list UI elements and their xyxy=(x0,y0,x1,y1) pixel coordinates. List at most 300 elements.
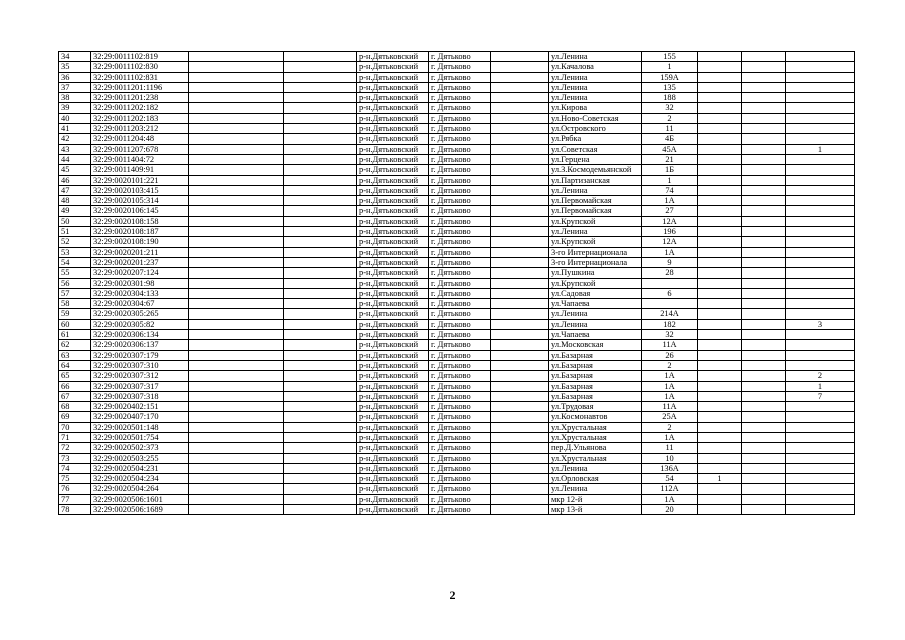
district-cell: р-н.Дятьковский xyxy=(357,237,429,247)
empty-cell xyxy=(491,93,549,103)
table-row xyxy=(59,227,855,237)
district-cell: р-н.Дятьковский xyxy=(357,484,429,494)
city-cell: г. Дятьково xyxy=(429,227,491,237)
city-cell: г. Дятьково xyxy=(429,196,491,206)
city-cell: г. Дятьково xyxy=(429,330,491,340)
empty-cell xyxy=(284,175,357,185)
city-cell: г. Дятьково xyxy=(429,288,491,298)
count-cell xyxy=(698,350,742,360)
empty-cell xyxy=(189,463,284,473)
empty-cell xyxy=(742,505,786,515)
street-cell: ул.Московская xyxy=(549,340,642,350)
table-row xyxy=(59,216,855,226)
row-number-cell: 42 xyxy=(59,134,91,144)
city-cell: г. Дятьково xyxy=(429,134,491,144)
count-cell xyxy=(698,278,742,288)
count-cell xyxy=(698,484,742,494)
empty-cell xyxy=(189,474,284,484)
house-number-cell: 11 xyxy=(642,443,698,453)
cadastral-number-cell: 32:29:0020503:255 xyxy=(91,453,189,463)
empty-cell xyxy=(742,165,786,175)
street-cell: 3-го Интернационала xyxy=(549,247,642,257)
empty-cell xyxy=(491,505,549,515)
district-cell: р-н.Дятьковский xyxy=(357,144,429,154)
table-row xyxy=(59,319,855,329)
house-number-cell: 12А xyxy=(642,237,698,247)
row-number-cell: 73 xyxy=(59,453,91,463)
city-cell: г. Дятьково xyxy=(429,340,491,350)
empty-cell xyxy=(284,52,357,62)
empty-cell xyxy=(189,247,284,257)
empty-cell xyxy=(491,175,549,185)
city-cell: г. Дятьково xyxy=(429,247,491,257)
street-cell: ул.Ново-Советская xyxy=(549,113,642,123)
empty-cell xyxy=(491,165,549,175)
street-cell: ул.Ленина xyxy=(549,72,642,82)
table-row xyxy=(59,474,855,484)
empty-cell xyxy=(742,62,786,72)
count-cell xyxy=(786,247,855,257)
count-cell xyxy=(786,494,855,504)
empty-cell xyxy=(284,360,357,370)
district-cell: р-н.Дятьковский xyxy=(357,309,429,319)
empty-cell xyxy=(742,340,786,350)
street-cell: ул.Качалова xyxy=(549,62,642,72)
empty-cell xyxy=(284,144,357,154)
row-number-cell: 44 xyxy=(59,154,91,164)
empty-cell xyxy=(284,134,357,144)
house-number-cell: 1 xyxy=(642,175,698,185)
table-row xyxy=(59,237,855,247)
district-cell: р-н.Дятьковский xyxy=(357,185,429,195)
empty-cell xyxy=(284,402,357,412)
cadastral-number-cell: 32:29:0020108:190 xyxy=(91,237,189,247)
house-number-cell: 11А xyxy=(642,340,698,350)
table-row xyxy=(59,175,855,185)
empty-cell xyxy=(284,474,357,484)
empty-cell xyxy=(284,484,357,494)
street-cell: ул.Крупской xyxy=(549,216,642,226)
count-cell xyxy=(786,443,855,453)
city-cell: г. Дятьково xyxy=(429,309,491,319)
table-row xyxy=(59,371,855,381)
count-cell xyxy=(786,463,855,473)
district-cell: р-н.Дятьковский xyxy=(357,134,429,144)
city-cell: г. Дятьково xyxy=(429,113,491,123)
empty-cell xyxy=(742,154,786,164)
empty-cell xyxy=(189,72,284,82)
row-number-cell: 36 xyxy=(59,72,91,82)
empty-cell xyxy=(491,350,549,360)
house-number-cell: 1А xyxy=(642,371,698,381)
count-cell xyxy=(698,144,742,154)
empty-cell xyxy=(284,72,357,82)
count-cell xyxy=(786,350,855,360)
street-cell: ул.Первомайская xyxy=(549,206,642,216)
cadastral-number-cell: 32:29:0020305:82 xyxy=(91,319,189,329)
empty-cell xyxy=(742,412,786,422)
empty-cell xyxy=(189,453,284,463)
row-number-cell: 61 xyxy=(59,330,91,340)
table-row xyxy=(59,299,855,309)
count-cell xyxy=(786,175,855,185)
count-cell xyxy=(786,185,855,195)
empty-cell xyxy=(742,474,786,484)
row-number-cell: 48 xyxy=(59,196,91,206)
street-cell: ул.Хрустальная xyxy=(549,453,642,463)
empty-cell xyxy=(491,443,549,453)
city-cell: г. Дятьково xyxy=(429,257,491,267)
cadastral-number-cell: 32:29:0011409:91 xyxy=(91,165,189,175)
empty-cell xyxy=(742,350,786,360)
street-cell: ул.Хрустальная xyxy=(549,432,642,442)
city-cell: г. Дятьково xyxy=(429,165,491,175)
empty-cell xyxy=(742,432,786,442)
empty-cell xyxy=(284,113,357,123)
district-cell: р-н.Дятьковский xyxy=(357,103,429,113)
row-number-cell: 57 xyxy=(59,288,91,298)
empty-cell xyxy=(742,299,786,309)
street-cell: ул.З.Космодемьянской xyxy=(549,165,642,175)
street-cell: ул.Крупской xyxy=(549,278,642,288)
city-cell: г. Дятьково xyxy=(429,484,491,494)
empty-cell xyxy=(189,52,284,62)
house-number-cell: 135 xyxy=(642,82,698,92)
empty-cell xyxy=(189,257,284,267)
cadastral-number-cell: 32:29:0011204:48 xyxy=(91,134,189,144)
empty-cell xyxy=(284,206,357,216)
house-number-cell: 12А xyxy=(642,216,698,226)
street-cell: ул.Базарная xyxy=(549,350,642,360)
count-cell xyxy=(786,299,855,309)
row-number-cell: 51 xyxy=(59,227,91,237)
cadastral-number-cell: 32:29:0011102:831 xyxy=(91,72,189,82)
row-number-cell: 47 xyxy=(59,185,91,195)
empty-cell xyxy=(189,381,284,391)
count-cell xyxy=(698,237,742,247)
empty-cell xyxy=(491,330,549,340)
count-cell xyxy=(786,330,855,340)
row-number-cell: 59 xyxy=(59,309,91,319)
row-number-cell: 34 xyxy=(59,52,91,62)
district-cell: р-н.Дятьковский xyxy=(357,52,429,62)
row-number-cell: 50 xyxy=(59,216,91,226)
empty-cell xyxy=(491,474,549,484)
city-cell: г. Дятьково xyxy=(429,371,491,381)
row-number-cell: 41 xyxy=(59,124,91,134)
empty-cell xyxy=(284,391,357,401)
empty-cell xyxy=(491,52,549,62)
house-number-cell: 11 xyxy=(642,124,698,134)
empty-cell xyxy=(284,257,357,267)
empty-cell xyxy=(742,422,786,432)
district-cell: р-н.Дятьковский xyxy=(357,257,429,267)
table-row xyxy=(59,432,855,442)
house-number-cell: 1А xyxy=(642,432,698,442)
empty-cell xyxy=(284,237,357,247)
street-cell: ул.Ленина xyxy=(549,463,642,473)
row-number-cell: 43 xyxy=(59,144,91,154)
district-cell: р-н.Дятьковский xyxy=(357,247,429,257)
count-cell xyxy=(786,309,855,319)
empty-cell xyxy=(491,185,549,195)
city-cell: г. Дятьково xyxy=(429,422,491,432)
city-cell: г. Дятьково xyxy=(429,237,491,247)
district-cell: р-н.Дятьковский xyxy=(357,443,429,453)
empty-cell xyxy=(284,412,357,422)
empty-cell xyxy=(491,268,549,278)
row-number-cell: 39 xyxy=(59,103,91,113)
house-number-cell: 4Б xyxy=(642,134,698,144)
empty-cell xyxy=(284,288,357,298)
count-cell xyxy=(698,412,742,422)
empty-cell xyxy=(189,422,284,432)
district-cell: р-н.Дятьковский xyxy=(357,299,429,309)
count-cell xyxy=(698,268,742,278)
cadastral-number-cell: 32:29:0020307:310 xyxy=(91,360,189,370)
empty-cell xyxy=(189,227,284,237)
count-cell: 2 xyxy=(786,371,855,381)
count-cell xyxy=(786,196,855,206)
count-cell: 1 xyxy=(786,381,855,391)
empty-cell xyxy=(284,82,357,92)
street-cell: ул.Ленина xyxy=(549,93,642,103)
house-number-cell: 28 xyxy=(642,268,698,278)
count-cell: 3 xyxy=(786,319,855,329)
empty-cell xyxy=(742,227,786,237)
empty-cell xyxy=(284,432,357,442)
street-cell: ул.Ленина xyxy=(549,52,642,62)
row-number-cell: 35 xyxy=(59,62,91,72)
row-number-cell: 58 xyxy=(59,299,91,309)
table-row xyxy=(59,505,855,515)
table-row xyxy=(59,381,855,391)
empty-cell xyxy=(742,52,786,62)
city-cell: г. Дятьково xyxy=(429,299,491,309)
city-cell: г. Дятьково xyxy=(429,154,491,164)
empty-cell xyxy=(742,196,786,206)
count-cell xyxy=(786,278,855,288)
table-row xyxy=(59,72,855,82)
empty-cell xyxy=(742,463,786,473)
count-cell xyxy=(786,154,855,164)
city-cell: г. Дятьково xyxy=(429,319,491,329)
row-number-cell: 77 xyxy=(59,494,91,504)
empty-cell xyxy=(284,278,357,288)
row-number-cell: 74 xyxy=(59,463,91,473)
count-cell xyxy=(786,453,855,463)
count-cell xyxy=(786,402,855,412)
empty-cell xyxy=(491,237,549,247)
empty-cell xyxy=(491,340,549,350)
house-number-cell: 26 xyxy=(642,350,698,360)
street-cell: ул.Ленина xyxy=(549,227,642,237)
house-number-cell: 20 xyxy=(642,505,698,515)
empty-cell xyxy=(742,93,786,103)
empty-cell xyxy=(742,360,786,370)
city-cell: г. Дятьково xyxy=(429,72,491,82)
table-row xyxy=(59,443,855,453)
table-row xyxy=(59,124,855,134)
count-cell xyxy=(786,257,855,267)
empty-cell xyxy=(189,237,284,247)
table-row xyxy=(59,52,855,62)
street-cell: ул.Орловская xyxy=(549,474,642,484)
empty-cell xyxy=(284,62,357,72)
house-number-cell: 9 xyxy=(642,257,698,267)
city-cell: г. Дятьково xyxy=(429,93,491,103)
count-cell xyxy=(698,257,742,267)
house-number-cell: 2 xyxy=(642,360,698,370)
empty-cell xyxy=(284,463,357,473)
district-cell: р-н.Дятьковский xyxy=(357,196,429,206)
count-cell xyxy=(698,72,742,82)
city-cell: г. Дятьково xyxy=(429,381,491,391)
count-cell xyxy=(698,381,742,391)
empty-cell xyxy=(742,330,786,340)
empty-cell xyxy=(491,124,549,134)
empty-cell xyxy=(189,443,284,453)
empty-cell xyxy=(189,309,284,319)
district-cell: р-н.Дятьковский xyxy=(357,206,429,216)
table-row xyxy=(59,134,855,144)
row-number-cell: 45 xyxy=(59,165,91,175)
table-row xyxy=(59,154,855,164)
row-number-cell: 76 xyxy=(59,484,91,494)
house-number-cell: 32 xyxy=(642,103,698,113)
empty-cell xyxy=(491,381,549,391)
house-number-cell: 74 xyxy=(642,185,698,195)
empty-cell xyxy=(189,154,284,164)
street-cell: ул.Герцена xyxy=(549,154,642,164)
street-cell: ул.Базарная xyxy=(549,371,642,381)
count-cell xyxy=(698,175,742,185)
house-number-cell: 1А xyxy=(642,247,698,257)
empty-cell xyxy=(189,62,284,72)
empty-cell xyxy=(284,247,357,257)
count-cell xyxy=(786,340,855,350)
empty-cell xyxy=(742,278,786,288)
count-cell xyxy=(698,154,742,164)
empty-cell xyxy=(189,144,284,154)
empty-cell xyxy=(284,165,357,175)
house-number-cell: 155 xyxy=(642,52,698,62)
count-cell xyxy=(698,227,742,237)
district-cell: р-н.Дятьковский xyxy=(357,360,429,370)
count-cell: 7 xyxy=(786,391,855,401)
empty-cell xyxy=(491,278,549,288)
empty-cell xyxy=(742,268,786,278)
empty-cell xyxy=(189,278,284,288)
empty-cell xyxy=(491,402,549,412)
empty-cell xyxy=(742,72,786,82)
empty-cell xyxy=(189,402,284,412)
cadastral-number-cell: 32:29:0020402:151 xyxy=(91,402,189,412)
row-number-cell: 72 xyxy=(59,443,91,453)
city-cell: г. Дятьково xyxy=(429,185,491,195)
empty-cell xyxy=(491,453,549,463)
count-cell xyxy=(786,360,855,370)
empty-cell xyxy=(742,237,786,247)
table-row xyxy=(59,165,855,175)
street-cell: ул.Базарная xyxy=(549,360,642,370)
city-cell: г. Дятьково xyxy=(429,62,491,72)
count-cell xyxy=(786,124,855,134)
table-row xyxy=(59,103,855,113)
cadastral-number-cell: 32:29:0020501:148 xyxy=(91,422,189,432)
city-cell: г. Дятьково xyxy=(429,360,491,370)
cadastral-number-cell: 32:29:0020501:754 xyxy=(91,432,189,442)
empty-cell xyxy=(189,175,284,185)
empty-cell xyxy=(284,505,357,515)
cadastral-number-cell: 32:29:0020101:221 xyxy=(91,175,189,185)
empty-cell xyxy=(491,299,549,309)
city-cell: г. Дятьково xyxy=(429,443,491,453)
cadastral-number-cell: 32:29:0020201:211 xyxy=(91,247,189,257)
house-number-cell: 182 xyxy=(642,319,698,329)
city-cell: г. Дятьково xyxy=(429,103,491,113)
page-number: 2 xyxy=(449,588,456,602)
empty-cell xyxy=(189,330,284,340)
district-cell: р-н.Дятьковский xyxy=(357,268,429,278)
empty-cell xyxy=(742,494,786,504)
table-row xyxy=(59,330,855,340)
empty-cell xyxy=(189,350,284,360)
district-cell: р-н.Дятьковский xyxy=(357,216,429,226)
empty-cell xyxy=(284,216,357,226)
table-row xyxy=(59,422,855,432)
empty-cell xyxy=(189,494,284,504)
cadastral-number-cell: 32:29:0011203:212 xyxy=(91,124,189,134)
city-cell: г. Дятьково xyxy=(429,82,491,92)
table-row xyxy=(59,206,855,216)
table-row xyxy=(59,144,855,154)
row-number-cell: 46 xyxy=(59,175,91,185)
cadastral-number-cell: 32:29:0020103:415 xyxy=(91,185,189,195)
row-number-cell: 64 xyxy=(59,360,91,370)
cadastral-number-cell: 32:29:0020304:67 xyxy=(91,299,189,309)
empty-cell xyxy=(742,124,786,134)
empty-cell xyxy=(284,319,357,329)
count-cell xyxy=(786,72,855,82)
empty-cell xyxy=(284,185,357,195)
empty-cell xyxy=(742,103,786,113)
count-cell xyxy=(698,505,742,515)
count-cell xyxy=(786,474,855,484)
city-cell: г. Дятьково xyxy=(429,412,491,422)
empty-cell xyxy=(491,371,549,381)
house-number-cell: 25А xyxy=(642,412,698,422)
row-number-cell: 54 xyxy=(59,257,91,267)
row-number-cell: 75 xyxy=(59,474,91,484)
district-cell: р-н.Дятьковский xyxy=(357,93,429,103)
empty-cell xyxy=(742,144,786,154)
count-cell xyxy=(786,505,855,515)
count-cell xyxy=(786,216,855,226)
empty-cell xyxy=(491,463,549,473)
empty-cell xyxy=(491,257,549,267)
table-row xyxy=(59,391,855,401)
empty-cell xyxy=(284,196,357,206)
empty-cell xyxy=(284,350,357,360)
count-cell xyxy=(786,113,855,123)
district-cell: р-н.Дятьковский xyxy=(357,350,429,360)
row-number-cell: 62 xyxy=(59,340,91,350)
table-row xyxy=(59,196,855,206)
empty-cell xyxy=(742,206,786,216)
empty-cell xyxy=(491,144,549,154)
district-cell: р-н.Дятьковский xyxy=(357,62,429,72)
